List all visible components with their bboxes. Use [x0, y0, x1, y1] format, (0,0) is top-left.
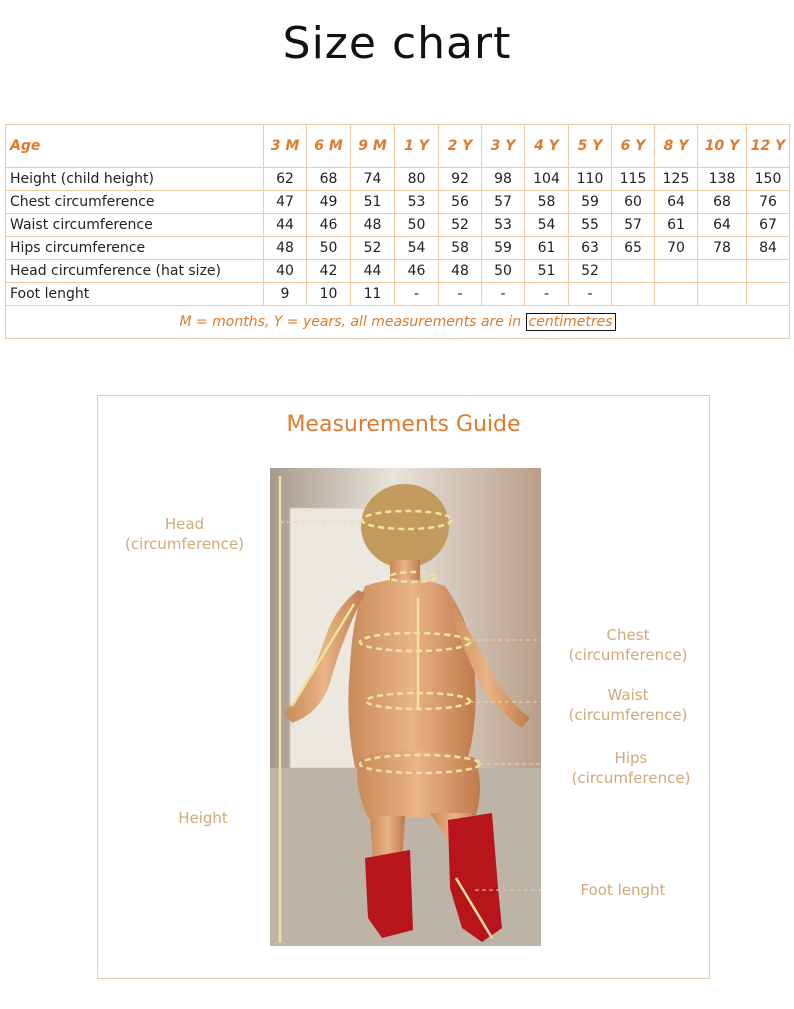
table-cell [747, 283, 790, 306]
table-cell: - [482, 283, 525, 306]
age-header-1: 6 M [307, 125, 351, 168]
table-row [6, 191, 790, 214]
age-header-4: 2 Y [439, 125, 482, 168]
table-cell: 9 [264, 283, 307, 306]
table-cell: - [525, 283, 569, 306]
row-label: Chest circumference [6, 191, 264, 214]
hips-label: Hips (circumference) [571, 749, 691, 787]
table-cell: 62 [264, 168, 307, 191]
table-cell: 110 [569, 168, 612, 191]
table-cell: 48 [439, 260, 482, 283]
foot-label: Foot lenght [580, 881, 666, 899]
table-cell: 61 [655, 214, 698, 237]
age-header-11: 12 Y [747, 125, 790, 168]
table-cell: 59 [482, 237, 525, 260]
table-cell: 49 [307, 191, 351, 214]
table-cell: 46 [395, 260, 439, 283]
table-cell: 47 [264, 191, 307, 214]
table-cell: 125 [655, 168, 698, 191]
table-cell: 40 [264, 260, 307, 283]
table-cell: 138 [698, 168, 747, 191]
table-cell: 44 [264, 214, 307, 237]
table-row [6, 237, 790, 260]
table-cell [655, 283, 698, 306]
table-cell: 48 [264, 237, 307, 260]
row-label: Head circumference (hat size) [6, 260, 264, 283]
table-row [6, 283, 790, 306]
table-note-row [6, 306, 790, 339]
age-header-3: 1 Y [395, 125, 439, 168]
table-cell: 58 [439, 237, 482, 260]
table-cell: 54 [525, 214, 569, 237]
age-header-2: 9 M [351, 125, 395, 168]
waist-label: Waist (circumference) [568, 686, 688, 724]
table-cell: 51 [525, 260, 569, 283]
age-header-5: 3 Y [482, 125, 525, 168]
table-cell: 53 [482, 214, 525, 237]
table-header-row [6, 125, 790, 168]
table-cell: 55 [569, 214, 612, 237]
table-cell: 150 [747, 168, 790, 191]
table-cell [747, 260, 790, 283]
chest-label: Chest (circumference) [568, 626, 688, 664]
age-header-8: 6 Y [612, 125, 655, 168]
size-table [5, 124, 790, 339]
table-cell: - [439, 283, 482, 306]
table-cell: 46 [307, 214, 351, 237]
table-cell: - [395, 283, 439, 306]
guide-title: Measurements Guide [286, 412, 521, 437]
measurements-guide [97, 395, 710, 979]
table-cell: 44 [351, 260, 395, 283]
table-cell: 57 [612, 214, 655, 237]
table-cell: 58 [525, 191, 569, 214]
age-header-0: 3 M [264, 125, 307, 168]
table-row [6, 168, 790, 191]
table-cell: 52 [351, 237, 395, 260]
age-header-7: 5 Y [569, 125, 612, 168]
table-cell: 115 [612, 168, 655, 191]
table-cell: 84 [747, 237, 790, 260]
row-label: Waist circumference [6, 214, 264, 237]
age-header-6: 4 Y [525, 125, 569, 168]
table-cell: 48 [351, 214, 395, 237]
table-cell: 98 [482, 168, 525, 191]
head-label: Head (circumference) [125, 515, 244, 553]
child-torso [348, 579, 475, 768]
table-cell: 76 [747, 191, 790, 214]
table-cell: 52 [569, 260, 612, 283]
table-cell: 64 [698, 214, 747, 237]
table-cell: 56 [439, 191, 482, 214]
table-cell: 54 [395, 237, 439, 260]
table-cell: 50 [307, 237, 351, 260]
table-cell: 11 [351, 283, 395, 306]
table-cell: 68 [307, 168, 351, 191]
table-cell: 57 [482, 191, 525, 214]
table-cell: 92 [439, 168, 482, 191]
table-cell: 52 [439, 214, 482, 237]
table-row [6, 260, 790, 283]
table-cell: 65 [612, 237, 655, 260]
table-cell: 63 [569, 237, 612, 260]
table-cell [612, 260, 655, 283]
table-cell: 42 [307, 260, 351, 283]
table-cell: 68 [698, 191, 747, 214]
table-cell: 50 [482, 260, 525, 283]
table-cell: 80 [395, 168, 439, 191]
table-cell [698, 260, 747, 283]
table-cell [612, 283, 655, 306]
table-cell: 10 [307, 283, 351, 306]
table-cell: - [569, 283, 612, 306]
units-highlight: centimetres [526, 313, 616, 331]
table-row [6, 214, 790, 237]
table-cell: 61 [525, 237, 569, 260]
page-title: Size chart [282, 18, 512, 69]
table-cell: 59 [569, 191, 612, 214]
child-measurement-photo [270, 468, 541, 946]
table-cell: 53 [395, 191, 439, 214]
table-cell: 64 [655, 191, 698, 214]
table-cell: 67 [747, 214, 790, 237]
table-cell: 74 [351, 168, 395, 191]
age-header-10: 10 Y [698, 125, 747, 168]
units-note-text: M = months, Y = years, all measurements are in [179, 314, 526, 330]
table-cell: 51 [351, 191, 395, 214]
table-cell: 70 [655, 237, 698, 260]
table-cell [655, 260, 698, 283]
units-note [6, 306, 790, 339]
child-bottom [357, 751, 480, 819]
table-cell: 50 [395, 214, 439, 237]
height-label: Height [178, 809, 228, 827]
row-label: Foot lenght [6, 283, 264, 306]
row-label: Height (child height) [6, 168, 264, 191]
table-cell [698, 283, 747, 306]
row-label: Hips circumference [6, 237, 264, 260]
age-header-9: 8 Y [655, 125, 698, 168]
table-cell: 104 [525, 168, 569, 191]
age-header: Age [6, 125, 264, 168]
table-cell: 78 [698, 237, 747, 260]
table-cell: 60 [612, 191, 655, 214]
